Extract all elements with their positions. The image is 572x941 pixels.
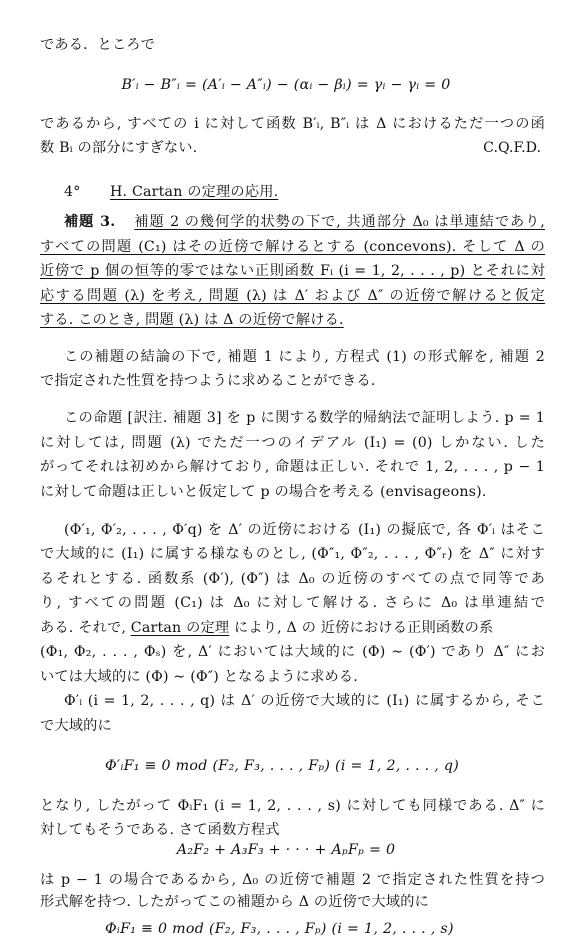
section-number: 4° [64, 184, 81, 200]
equation-1: B′ᵢ − B″ᵢ = (A′ᵢ − A″ᵢ) − (αᵢ − βᵢ) = γᵢ − γᵢ = 0 [121, 77, 451, 93]
text-line: ある. それで, Cartan の定理 により, Δ の 近傍における正則函数の系 [40, 620, 494, 636]
text-line: (Φ₁, Φ₂, . . . , Φₛ) を, Δ′ においては大域的に (Φ) ∼ (Φ′) であり Δ″ にお [40, 644, 545, 660]
text-line: で大域的に (I₁) に属する様なものとし, (Φ″₁, Φ″₂, . . . , Φ″ᵣ) を Δ″ に対す [40, 546, 545, 562]
lemma-line: 近傍で p 個の恒等的零ではない正則函数 Fᵢ (i = 1, 2, . . . , p) とそれに対 [40, 263, 545, 279]
text-line: に対して命題は正しいと仮定して p の場合を考える (envisageons). [40, 484, 487, 500]
section-title: H. Cartan の定理の応用. [109, 184, 279, 200]
text-line: 形式解を持つ. したがってこの補題から Δ の近傍で大域的に [40, 894, 429, 910]
text-line: るそれとする. 函数系 (Φ′), (Φ″) は Δ₀ の近傍のすべての点で同等であ [40, 571, 545, 587]
text-line: は p − 1 の場合であるから, Δ₀ の近傍で補題 2 で指定された性質を持つ [40, 872, 545, 888]
text-line: で指定された性質を持つように求めることができる. [40, 373, 376, 389]
text-line: この補題の結論の下で, 補題 1 により, 方程式 (1) の形式解を, 補題 2 [64, 349, 545, 365]
text-line: となり, したがって ΦᵢF₁ (i = 1, 2, . . . , s) に対しても同様である. Δ″ に [40, 798, 545, 814]
text-line: (Φ′₁, Φ′₂, . . . , Φ′q) を Δ′ の近傍における (I₁) の擬底で, 各 Φ′ᵢ はそこ [64, 522, 545, 538]
lemma-line: すべての問題 (C₁) はその近傍で解けるとする (concevons). そして Δ の [40, 239, 545, 255]
text-line: この命題 [訳注. 補題 3] を p に関する数学的帰納法で証明しよう. p = 1 [64, 410, 545, 426]
text-line: であるから, すべての i に対して函数 B′ᵢ, B″ᵢ は Δ におけるただ一つの函 [40, 116, 545, 132]
text-line: で大域的に [40, 718, 112, 734]
text-line: 数 Bᵢ の部分にすぎない. [40, 140, 198, 156]
qed-mark: C.Q.F.D. [483, 140, 541, 156]
text-line: Φ′ᵢ (i = 1, 2, . . . , q) は Δ′ の近傍で大域的に (I₁) に属するから, そこ [64, 693, 545, 709]
text-line: り, すべての問題 (C₁) は Δ₀ に対して解ける. さらに Δ₀ は単連結で [40, 595, 545, 611]
text-line: いては大域的に (Φ) ∼ (Φ″) となるように求める. [40, 669, 358, 685]
equation-4: ΦᵢF₁ ≡ 0 mod (F₂, F₃, . . . , Fₚ) (i = 1, 2, . . . , s) [105, 921, 454, 937]
cartan-theorem-ref: Cartan の定理 [130, 620, 230, 636]
lemma-line: する. このとき, 問題 (λ) は Δ の近傍で解ける. [40, 312, 344, 328]
text-line: がってそれは初めから解けており, 命題は正しい. それで 1, 2, . . . , p − 1 [40, 459, 545, 475]
lemma-text: 補題 2 の幾何学的状勢の下で, 共通部分 Δ₀ は単連結であり, [134, 214, 545, 230]
text-line: に対しては, 問題 (λ) でただ一つのイデアル (I₁) = (0) しかない. した [40, 435, 545, 451]
text-line: 対してもそうである. さて函数方程式 [40, 822, 280, 838]
lemma-label: 補題 3. [64, 214, 116, 230]
equation-2: Φ′ᵢF₁ ≡ 0 mod (F₂, F₃, . . . , Fₚ) (i = 1, 2, . . . , q) [105, 758, 460, 774]
equation-3: A₂F₂ + A₃F₃ + · · · + AₚFₚ = 0 [176, 842, 396, 858]
lemma-line [64, 215, 545, 229]
text-line: である．ところで [40, 37, 155, 53]
lemma-line: 応する問題 (λ) を考え, 問題 (λ) は Δ′ および Δ″ の近傍で解けると仮定 [40, 288, 545, 304]
section-heading [64, 185, 278, 199]
